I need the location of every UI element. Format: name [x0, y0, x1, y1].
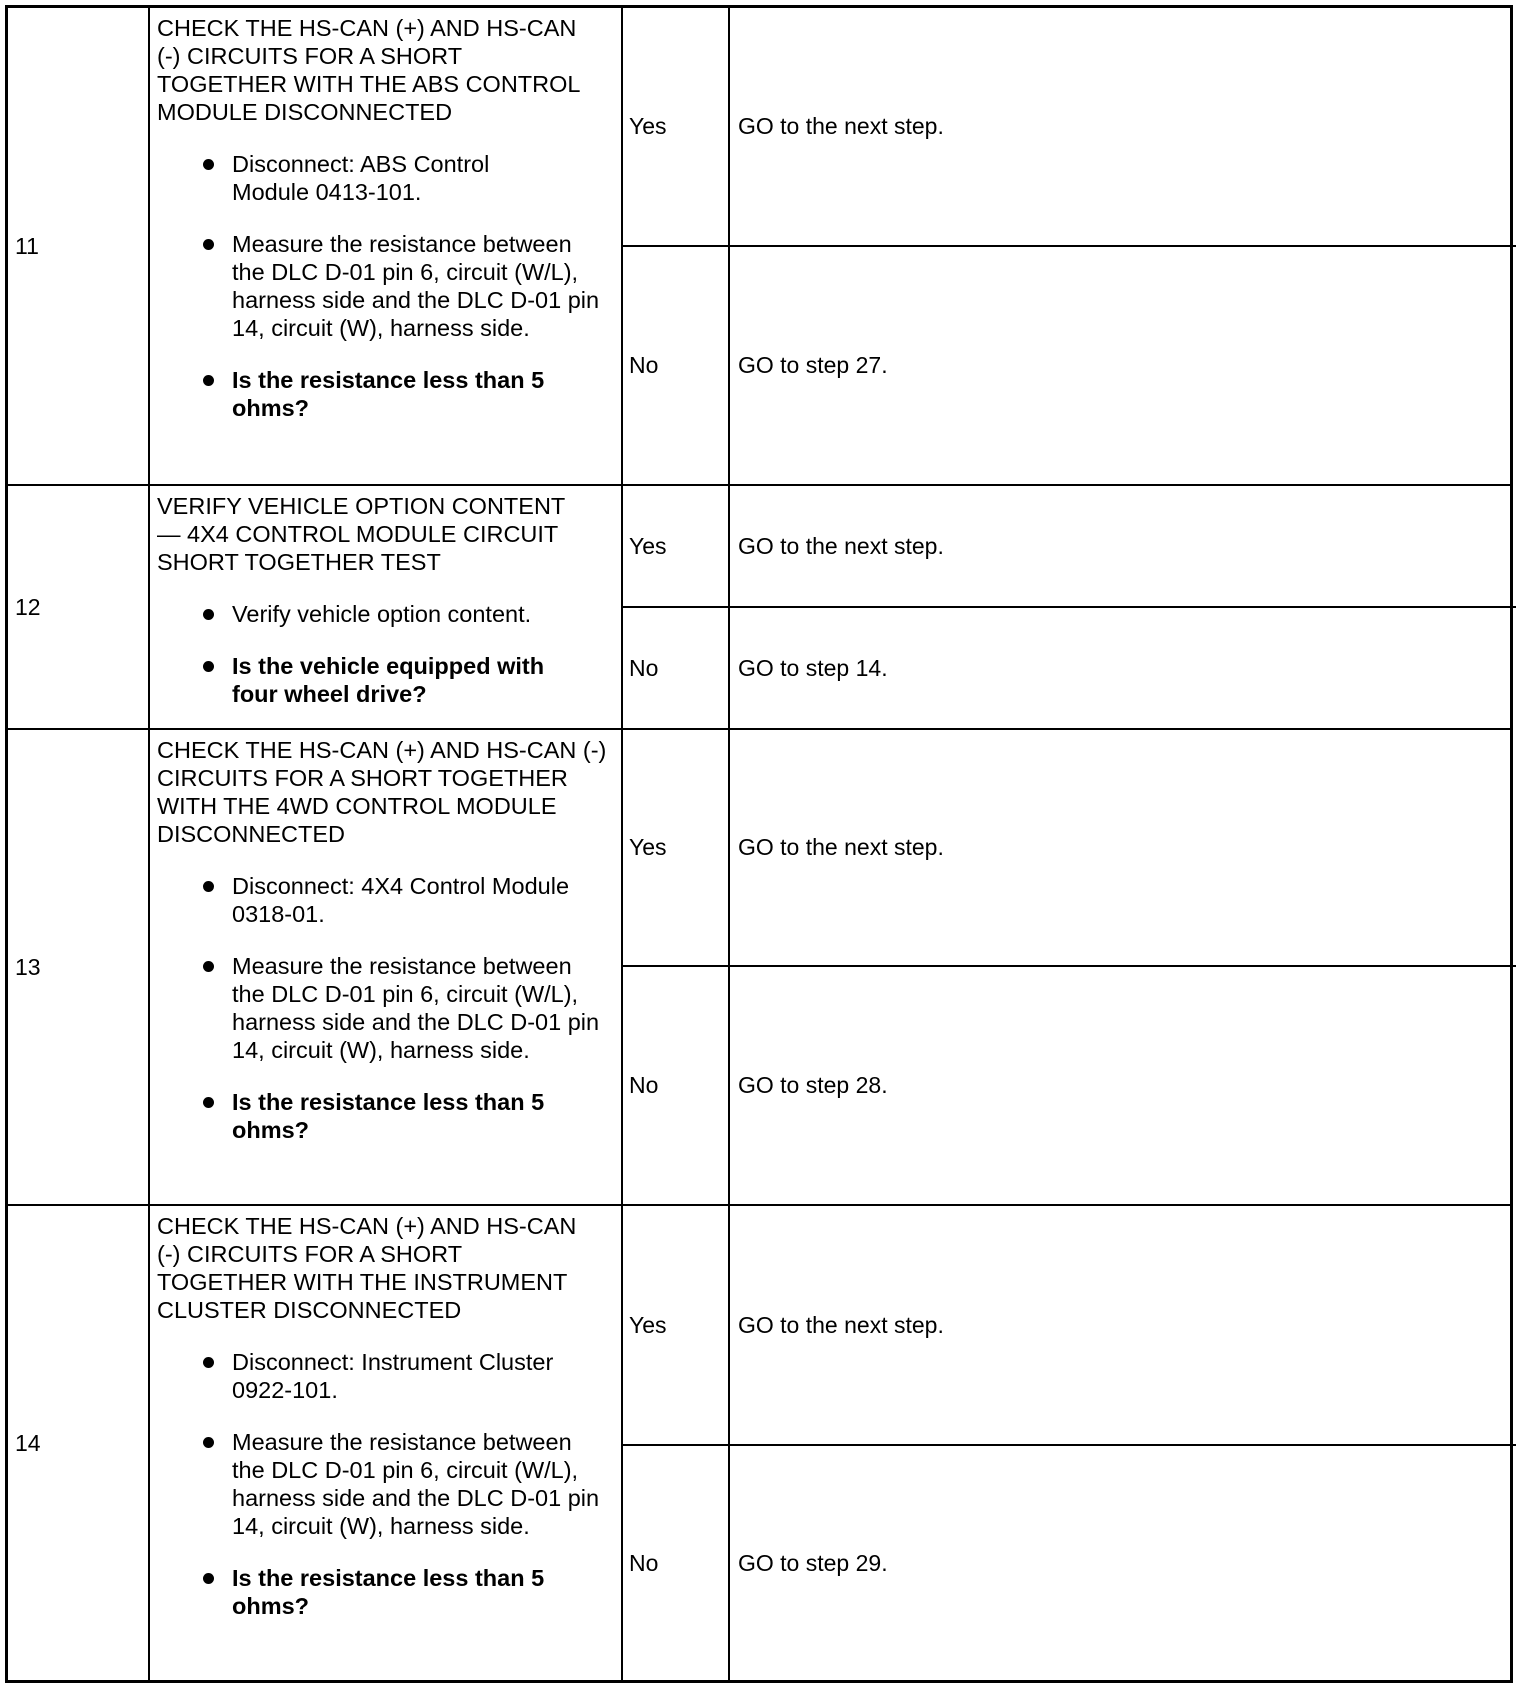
step-instructions [157, 1348, 615, 1620]
bullet-icon [203, 661, 214, 672]
step-title: CHECK THE HS-CAN (+) AND HS-CAN (-) CIRCUITS FOR A SHORT TOGETHER WITH THE ABS CONTROL MODULE DISCONNECTED [157, 15, 580, 125]
result-action: GO to the next step. [738, 113, 944, 139]
result-row-yes [623, 8, 1516, 247]
table-row-step-14 [8, 1206, 1510, 1680]
step-number: 13 [8, 730, 150, 1204]
bullet-icon [203, 1573, 214, 1584]
result-answer: No [623, 967, 730, 1204]
result-row-no [623, 1446, 1516, 1680]
instruction-item: Verify vehicle option content. [157, 600, 615, 628]
result-answer: Yes [623, 486, 730, 606]
step-results [623, 730, 1516, 1204]
step-number: 11 [8, 8, 150, 484]
step-instructions [157, 872, 615, 1144]
bullet-icon [203, 159, 214, 170]
result-row-no [623, 967, 1516, 1204]
result-row-yes [623, 1206, 1516, 1446]
result-answer: No [623, 608, 730, 728]
bullet-icon [203, 961, 214, 972]
bullet-icon [203, 239, 214, 250]
result-action: GO to the next step. [738, 1311, 944, 1338]
bullet-icon [203, 375, 214, 386]
step-results [623, 8, 1516, 484]
step-number: 12 [8, 486, 150, 728]
step-number: 14 [8, 1206, 150, 1680]
step-action [150, 8, 623, 484]
table-row-step-12 [8, 486, 1510, 730]
step-instructions [157, 150, 615, 422]
result-action: GO to the next step. [738, 834, 944, 860]
diagnostic-steps-table [5, 5, 1513, 1683]
bullet-icon [203, 1437, 214, 1448]
bullet-icon [203, 609, 214, 620]
result-action: GO to step 27. [738, 352, 888, 378]
result-answer: Yes [623, 1206, 730, 1444]
result-answer: Yes [623, 730, 730, 965]
instruction-item: Measure the resistance between the DLC D-01 pin 6, circuit (W/L), harness side and the DLC D-01 pin 14, circuit (W), harness side. [157, 952, 615, 1064]
table-row-step-13 [8, 730, 1510, 1206]
step-action [150, 486, 623, 728]
table-row-step-11 [8, 8, 1510, 486]
instruction-question: Is the resistance less than 5 ohms? [157, 1564, 615, 1620]
result-answer: No [623, 247, 730, 484]
instruction-question: Is the vehicle equipped with four wheel drive? [157, 652, 615, 708]
step-results [623, 1206, 1516, 1680]
result-action: GO to step 28. [738, 1072, 888, 1098]
bullet-icon [203, 1357, 214, 1368]
step-title: CHECK THE HS-CAN (+) AND HS-CAN (-) CIRCUITS FOR A SHORT TOGETHER WITH THE 4WD CONTROL MODULE DISCONNECTED [157, 737, 607, 847]
step-title: VERIFY VEHICLE OPTION CONTENT — 4X4 CONTROL MODULE CIRCUIT SHORT TOGETHER TEST [157, 493, 565, 575]
instruction-question: Is the resistance less than 5 ohms? [157, 1088, 615, 1144]
result-row-no [623, 608, 1516, 728]
instruction-item: Measure the resistance between the DLC D-01 pin 6, circuit (W/L), harness side and the DLC D-01 pin 14, circuit (W), harness side. [157, 230, 615, 342]
instruction-item: Disconnect: ABS Control Module 0413-101. [157, 150, 615, 206]
result-answer: No [623, 1446, 730, 1680]
result-row-no [623, 247, 1516, 484]
instruction-question: Is the resistance less than 5 ohms? [157, 366, 615, 422]
result-answer: Yes [623, 8, 730, 245]
result-row-yes [623, 486, 1516, 608]
result-action: GO to step 29. [738, 1549, 888, 1576]
result-action: GO to the next step. [738, 532, 944, 559]
instruction-item: Disconnect: 4X4 Control Module 0318-01. [157, 872, 615, 928]
bullet-icon [203, 1097, 214, 1108]
step-action [150, 730, 623, 1204]
instruction-item: Disconnect: Instrument Cluster 0922-101. [157, 1348, 615, 1404]
step-title: CHECK THE HS-CAN (+) AND HS-CAN (-) CIRCUITS FOR A SHORT TOGETHER WITH THE INSTRUMENT CLUSTER DISCONNECTED [157, 1213, 577, 1323]
result-row-yes [623, 730, 1516, 967]
step-results [623, 486, 1516, 728]
step-action [150, 1206, 623, 1680]
instruction-item: Measure the resistance between the DLC D-01 pin 6, circuit (W/L), harness side and the DLC D-01 pin 14, circuit (W), harness side. [157, 1428, 615, 1540]
result-action: GO to step 14. [738, 654, 888, 681]
step-instructions [157, 600, 615, 708]
bullet-icon [203, 881, 214, 892]
